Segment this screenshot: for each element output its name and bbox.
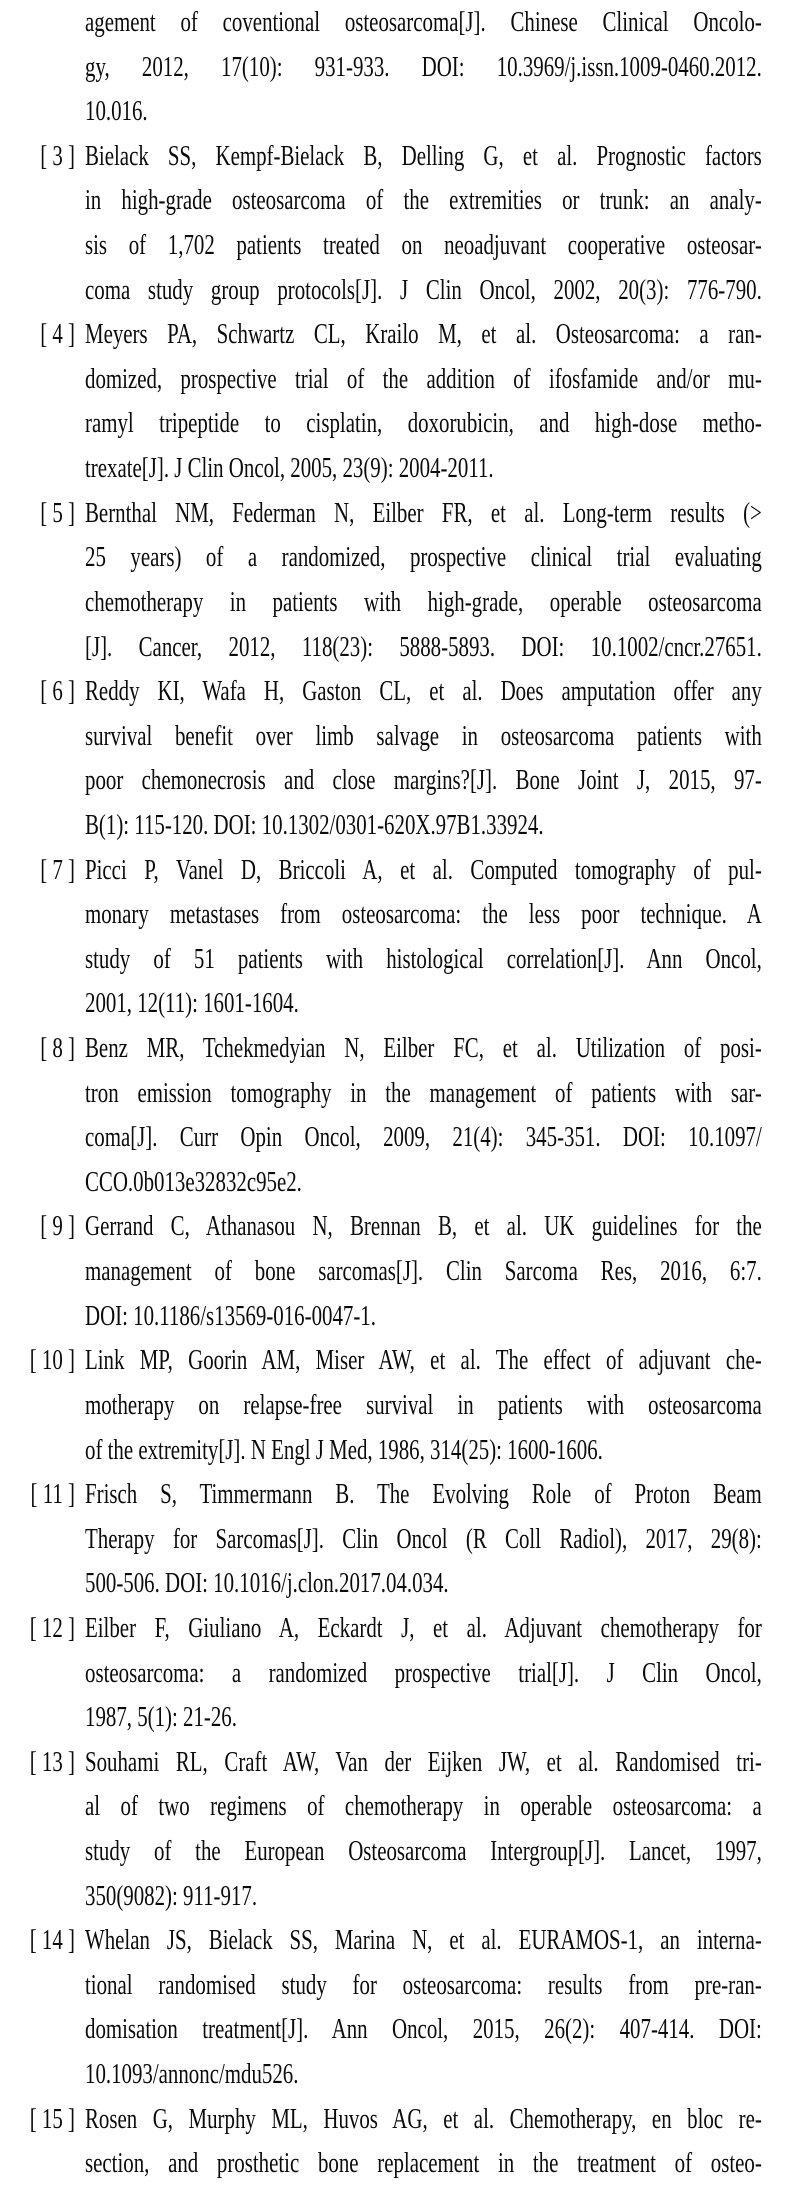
reference-line: study of 51 patients with histological correlation[J]. Ann Oncol, [85,942,762,975]
reference-item [0,1740,800,1918]
reference-line: management of bone sarcomas[J]. Clin Sarcoma Res, 2016, 6:7. [85,1255,762,1288]
reference-line: ramyl tripeptide to cisplatin, doxorubicin, and high-dose metho- [85,407,762,440]
reference-line: agement of coventional osteosarcoma[J]. Chinese Clinical Oncolo- [85,6,762,38]
reference-item [0,312,800,490]
reference-text [85,1026,762,1204]
reference-line: osteosarcoma: a randomized prospective trial[J]. J Clin Oncol, [85,1656,762,1689]
reference-line: 25 years) of a randomized, prospective clinical trial evaluating [85,541,762,574]
reference-line: Gerrand C, Athanasou N, Brennan B, et al. UK guidelines for the [85,1210,762,1243]
reference-text [85,1204,762,1338]
reference-text [85,1918,762,2096]
reference-item [0,1204,800,1338]
reference-line: Link MP, Goorin AM, Miser AW, et al. The effect of adjuvant che- [85,1344,762,1377]
reference-line: 1987, 5(1): 21-26. [85,1701,237,1734]
reference-line: section, and prosthetic bone replacement in the treatment of osteo- [85,2147,762,2180]
reference-text [85,2097,762,2186]
reference-line: 350(9082): 911-917. [85,1879,258,1912]
reference-line: Eilber F, Giuliano A, Eckardt J, et al. Adjuvant chemotherapy for [85,1611,762,1644]
reference-line: motherapy on relapse-free survival in patients with osteosarcoma [85,1388,762,1421]
reference-number: [ 15 ] [29,2102,75,2135]
reference-line: tron emission tomography in the management of patients with sar- [85,1076,762,1109]
reference-line: Souhami RL, Craft AW, Van der Eijken JW, et al. Randomised tri- [85,1745,762,1778]
reference-number: [ 4 ] [40,318,75,351]
reference-line: chemotherapy in patients with high-grade, operable osteosarcoma [85,585,762,618]
reference-line: B(1): 115-120. DOI: 10.1302/0301-620X.97B1.33924. [85,808,544,841]
reference-item [0,2097,800,2186]
reference-line: domisation treatment[J]. Ann Oncol, 2015, 26(2): 407-414. DOI: [85,2013,762,2046]
reference-line: Bernthal NM, Federman N, Eilber FR, et al. Long-term results (> [85,496,762,529]
reference-item [0,1472,800,1606]
reference-line: Whelan JS, Bielack SS, Marina N, et al. EURAMOS-1, an interna- [85,1924,762,1957]
reference-number: [ 7 ] [40,853,75,886]
reference-line: 10.1093/annonc/mdu526. [85,2058,299,2091]
reference-line: CCO.0b013e32832c95e2. [85,1165,302,1198]
reference-line: [J]. Cancer, 2012, 118(23): 5888-5893. DOI: 10.1002/cncr.27651. [85,630,762,663]
reference-line: Benz MR, Tchekmedyian N, Eilber FC, et al. Utilization of posi- [85,1032,762,1065]
reference-text [85,1740,762,1918]
reference-text [85,0,762,134]
reference-number: [ 8 ] [40,1032,75,1065]
reference-line: poor chemonecrosis and close margins?[J]. Bone Joint J, 2015, 97- [85,764,762,797]
reference-item [0,491,800,669]
reference-line: Rosen G, Murphy ML, Huvos AG, et al. Chemotherapy, en bloc re- [85,2102,762,2135]
reference-item [0,1918,800,2096]
reference-line: in high-grade osteosarcoma of the extremities or trunk: an analy- [85,184,762,217]
reference-line: Picci P, Vanel D, Briccoli A, et al. Computed tomography of pul- [85,853,762,886]
reference-item [0,1338,800,1472]
reference-line: trexate[J]. J Clin Oncol, 2005, 23(9): 2004-2011. [85,452,494,485]
reference-line: Frisch S, Timmermann B. The Evolving Role of Proton Beam [85,1478,762,1511]
reference-number: [ 3 ] [40,139,75,172]
reference-item [0,669,800,847]
reference-line: monary metastases from osteosarcoma: the less poor technique. A [85,898,762,931]
reference-line: Bielack SS, Kempf-Bielack B, Delling G, et al. Prognostic factors [85,139,762,172]
reference-line: coma[J]. Curr Opin Oncol, 2009, 21(4): 345-351. DOI: 10.1097/ [85,1121,762,1154]
reference-item [0,134,800,312]
reference-text [85,134,762,312]
reference-line: Reddy KI, Wafa H, Gaston CL, et al. Does amputation offer any [85,675,762,708]
reference-number: [ 11 ] [30,1478,75,1511]
reference-text [85,1606,762,1740]
reference-item [0,1026,800,1204]
reference-line: 10.016. [85,95,148,128]
reference-line: al of two regimens of chemotherapy in operable osteosarcoma: a [85,1790,762,1823]
reference-number: [ 14 ] [29,1924,75,1957]
reference-item [0,0,800,134]
reference-item [0,848,800,1026]
reference-text [85,669,762,847]
reference-line: study of the European Osteosarcoma Intergroup[J]. Lancet, 1997, [85,1834,762,1867]
reference-text [85,1338,762,1472]
reference-line: 500-506. DOI: 10.1016/j.clon.2017.04.034. [85,1567,449,1600]
reference-number: [ 12 ] [29,1611,75,1644]
reference-line: sis of 1,702 patients treated on neoadjuvant cooperative osteosar- [85,229,762,262]
reference-number: [ 9 ] [40,1210,75,1243]
reference-number: [ 5 ] [40,496,75,529]
reference-number: [ 13 ] [29,1745,75,1778]
reference-text [85,312,762,490]
reference-item [0,1606,800,1740]
reference-number: [ 6 ] [40,675,75,708]
reference-line: domized, prospective trial of the addition of ifosfamide and/or mu- [85,362,762,395]
reference-line: coma study group protocols[J]. J Clin Oncol, 2002, 20(3): 776-790. [85,273,762,306]
reference-line: 2001, 12(11): 1601-1604. [85,987,299,1020]
reference-line: Therapy for Sarcomas[J]. Clin Oncol (R Coll Radiol), 2017, 29(8): [85,1522,762,1555]
reference-line: DOI: 10.1186/s13569-016-0047-1. [85,1299,376,1332]
reference-line: survival benefit over limb salvage in osteosarcoma patients with [85,719,762,752]
reference-line: of the extremity[J]. N Engl J Med, 1986, 314(25): 1600-1606. [85,1433,603,1466]
reference-text [85,491,762,669]
reference-line: gy, 2012, 17(10): 931-933. DOI: 10.3969/j.issn.1009-0460.2012. [85,50,762,83]
reference-line: Meyers PA, Schwartz CL, Krailo M, et al. Osteosarcoma: a ran- [85,318,762,351]
reference-text [85,848,762,1026]
reference-number: [ 10 ] [29,1344,75,1377]
reference-text [85,1472,762,1606]
reference-line: tional randomised study for osteosarcoma: results from pre-ran- [85,1968,762,2001]
